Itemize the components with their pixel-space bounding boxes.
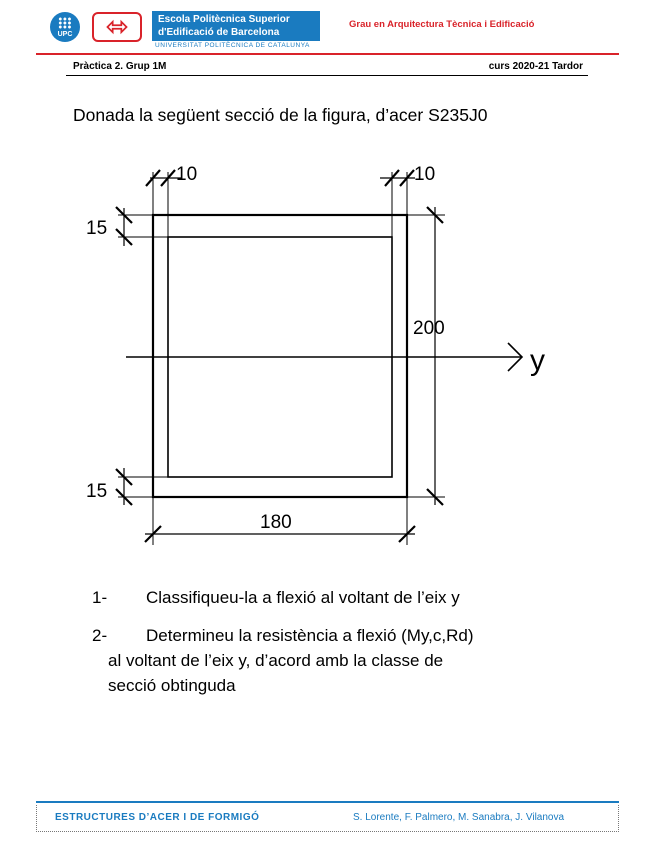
upc-logo xyxy=(50,12,80,42)
school-name-box xyxy=(152,11,320,41)
footer-authors: S. Lorente, F. Palmero, M. Sanabra, J. Vilanova xyxy=(353,812,565,823)
degree-title: Grau en Arquitectura Tècnica i Edificació xyxy=(349,19,535,30)
section-outer-outline xyxy=(153,215,407,497)
y-axis-label: y xyxy=(530,344,545,377)
footer-course-name: ESTRUCTURES D’ACER I DE FORMIGÓ xyxy=(55,812,260,823)
university-name: UNIVERSITAT POLITÈCNICA DE CATALUNYA xyxy=(155,42,310,49)
dim-width: 180 xyxy=(260,512,292,533)
question-2-line-3: secció obtinguda xyxy=(108,676,236,695)
question-2-number: 2- xyxy=(92,626,108,645)
footer-divider xyxy=(36,801,619,803)
upc-logo-dots-icon xyxy=(58,17,72,29)
dim-flange-bottom: 15 xyxy=(86,481,108,502)
school-name-line1: Escola Politècnica Superior xyxy=(158,14,290,25)
upc-logo-text: UPC xyxy=(57,31,73,38)
question-2-line-2: al voltant de l’eix y, d’acord amb la classe de xyxy=(108,651,444,670)
problem-statement: Donada la següent secció de la figura, d’acer S235J0 xyxy=(73,105,488,125)
dim-height: 200 xyxy=(413,318,445,339)
question-1-number: 1- xyxy=(92,588,108,607)
dim-wall-left: 10 xyxy=(176,164,198,185)
school-name-line2: d'Edificació de Barcelona xyxy=(158,27,280,38)
subheader-divider xyxy=(66,75,588,76)
course-label: curs 2020-21 Tardor xyxy=(488,61,583,72)
section-figure xyxy=(60,150,580,560)
question-2-line-1: Determineu la resistència a flexió (My,c,Rd) xyxy=(146,626,474,645)
school-emblem-icon xyxy=(92,12,142,42)
question-1-text: Classifiqueu-la a flexió al voltant de l’eix y xyxy=(146,588,460,607)
practice-label: Pràctica 2. Grup 1M xyxy=(73,61,167,72)
dim-flange-top: 15 xyxy=(86,218,108,239)
header-divider xyxy=(36,53,619,55)
dim-wall-right: 10 xyxy=(414,164,436,185)
